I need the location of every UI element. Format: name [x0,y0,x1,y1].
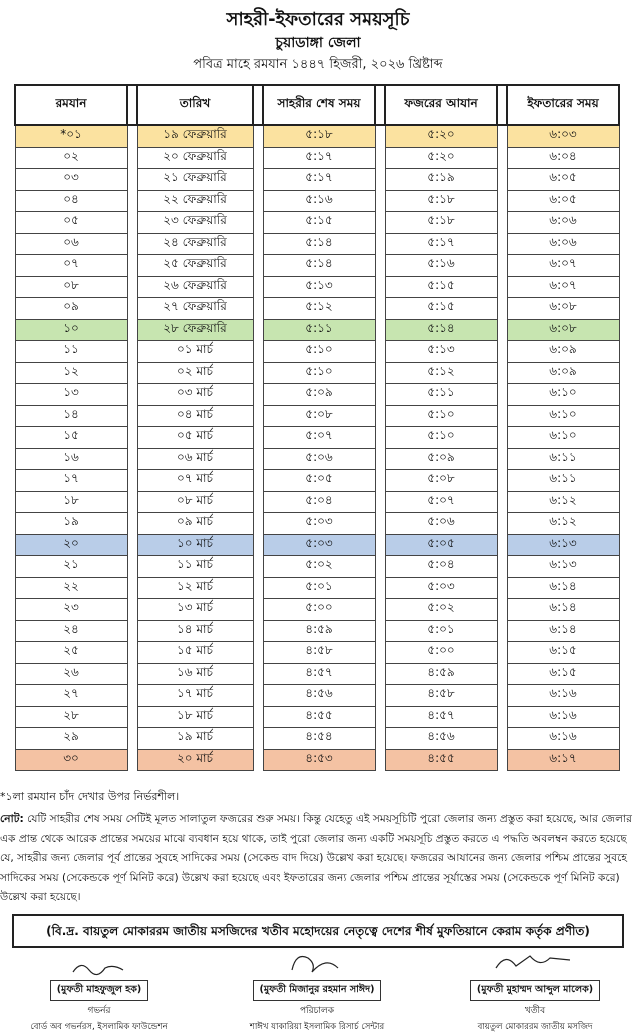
table-row [15,685,619,707]
table-header-row [15,85,619,125]
note-text: যেটি সাহরীর শেষ সময় সেটিই মূলত সালাতুল ফজরের শুরু সময়। কিন্তু যেহেতু এই সময়সূচিটি পুরো জেলার জন্য প্রস্তুত করা হয়েছে, আর জেলার এক প্রান্ত থেকে আরেক প্রান্তের সময়ের মাঝে ব্যবধান হয়ে থাকে, তাই পুরো জেলার জন্য একটি সময়সূচি প্রস্তুত করতে এ পদ্ধতি অবলম্বন করতে হয়েছে যে, সাহরীর জন্য জেলার পূর্ব প্রান্তের সুবহে সাদিকের সময় (সেকেন্ড বাদ দিয়ে) উল্লেখ করা হয়েছে। ফজরের আযানের জন্য জেলার পশ্চিম প্রান্তের সুবহে সাদিকের সময় (সেকেন্ডকে পূর্ণ মিনিট করে) উল্লেখ করা হয়েছে এবং ইফতারের জন্য জেলার পশ্চিম প্রান্তের সূর্যাস্তের সময় (সেকেন্ডকে পূর্ণ মিনিট করে) উল্লেখ করা হয়েছে। [0,813,632,903]
sehri-end-cell: ৪:৫৬ [263,685,375,707]
fajr-azan-cell: ৪:৫৯ [385,663,497,685]
signatory-3-role: খতীব [524,1006,546,1016]
sehri-end-cell: ৪:৫৮ [263,642,375,664]
fajr-azan-cell: ৫:০৭ [385,491,497,513]
table-row [15,341,619,363]
sehri-end-cell: ৫:১০ [263,362,375,384]
signature-3 [440,948,630,980]
table-row [15,190,619,212]
ramadan-day-cell: ১২ [15,362,127,384]
ramadan-day-cell: ০৫ [15,212,127,234]
fajr-azan-cell: ৫:০৬ [385,513,497,535]
fajr-azan-cell: ৫:১৩ [385,341,497,363]
fajr-azan-cell: ৫:০০ [385,642,497,664]
fajr-azan-cell: ৫:০৪ [385,556,497,578]
date-cell: ০৭ মার্চ [137,470,253,492]
date-cell: ১৪ মার্চ [137,620,253,642]
date-cell: ২৬ ফেব্রুয়ারি [137,276,253,298]
ramadan-day-cell: ৩০ [15,749,127,771]
table-row [15,384,619,406]
iftar-time-cell: ৬:১৭ [507,749,619,771]
signatory-2-name: (মুফতী মিজানুর রহমান সাঈদ) [253,980,382,1001]
table-row [15,147,619,169]
date-cell: ১৭ মার্চ [137,685,253,707]
table-row [15,577,619,599]
signatory-1-name: (মুফতী মাহফুজুল হক) [50,980,149,1001]
date-cell: ০৩ মার্চ [137,384,253,406]
fajr-azan-cell: ৫:১১ [385,384,497,406]
fajr-azan-cell: ৫:১৮ [385,212,497,234]
table-row [15,405,619,427]
sehri-end-cell: ৪:৫৩ [263,749,375,771]
fajr-azan-cell: ৫:১৪ [385,319,497,341]
iftar-time-cell: ৬:১০ [507,427,619,449]
date-cell: ১০ মার্চ [137,534,253,556]
ramadan-day-cell: ০৭ [15,255,127,277]
iftar-time-cell: ৬:০৬ [507,233,619,255]
signatory-2-role: পরিচালক [299,1006,335,1016]
fajr-azan-cell: ৫:০৮ [385,470,497,492]
iftar-time-cell: ৬:১৩ [507,556,619,578]
fajr-azan-cell: ৫:০২ [385,599,497,621]
credit-statement: (বি.দ্র. বায়তুল মোকাররম জাতীয় মসজিদের খতীব মহোদয়ের নেতৃত্বে দেশের শীর্ষ মুফতিয়ানে কেরাম কর্তৃক প্রণীত) [12,914,624,948]
sehri-end-cell: ৫:১৭ [263,169,375,191]
ramadan-day-cell: ২৭ [15,685,127,707]
ramadan-day-cell: ১৩ [15,384,127,406]
fajr-azan-cell: ৫:১৭ [385,233,497,255]
date-cell: ১২ মার্চ [137,577,253,599]
table-row [15,362,619,384]
fajr-azan-cell: ৫:১৬ [385,255,497,277]
ramadan-day-cell: ২০ [15,534,127,556]
sehri-end-cell: ৫:০৯ [263,384,375,406]
iftar-time-cell: ৬:১৬ [507,685,619,707]
iftar-time-cell: ৬:১১ [507,470,619,492]
iftar-time-cell: ৬:১৬ [507,728,619,750]
sehri-end-cell: ৫:১৬ [263,190,375,212]
date-cell: ২০ মার্চ [137,749,253,771]
ramadan-day-cell: ১৫ [15,427,127,449]
sehri-end-cell: ৫:০৪ [263,491,375,513]
table-row [15,298,619,320]
iftar-time-cell: ৬:০৮ [507,319,619,341]
fajr-azan-cell: ৫:১৮ [385,190,497,212]
date-cell: ২৪ ফেব্রুয়ারি [137,233,253,255]
ramadan-day-cell: ২৯ [15,728,127,750]
fajr-azan-cell: ৫:২০ [385,147,497,169]
sehri-end-cell: ৫:০২ [263,556,375,578]
explanatory-note [0,810,634,908]
ramadan-day-cell: ০৯ [15,298,127,320]
signatory-1 [4,958,194,1034]
fajr-azan-cell: ৪:৫৫ [385,749,497,771]
signatory-3-name: (মুফতী মুহাম্মদ আব্দুল মালেক) [470,980,600,1001]
signature-2 [222,948,412,980]
signatory-2-org: শাঈখ যাকারিয়া ইসলামিক রিসার্চ সেন্টার [249,1022,385,1032]
sehri-end-cell: ৪:৫৫ [263,706,375,728]
sehri-end-cell: ৫:০৫ [263,470,375,492]
table-row [15,255,619,277]
sehri-end-cell: ৪:৫৭ [263,663,375,685]
ramadan-day-cell: *০১ [15,125,127,147]
iftar-time-cell: ৬:১৩ [507,534,619,556]
table-row [15,599,619,621]
fajr-azan-cell: ৪:৫৬ [385,728,497,750]
date-cell: ২৭ ফেব্রুয়ারি [137,298,253,320]
district-name: চুয়াডাঙ্গা জেলা [275,35,361,51]
table-row [15,233,619,255]
table-row [15,276,619,298]
ramadan-day-cell: ১৭ [15,470,127,492]
iftar-time-cell: ৬:০৯ [507,362,619,384]
iftar-time-cell: ৬:০৫ [507,190,619,212]
table-row [15,427,619,449]
signatory-1-org: বোর্ড অব গভর্নরস, ইসলামিক ফাউন্ডেশন [30,1022,168,1032]
iftar-time-cell: ৬:১২ [507,513,619,535]
table-row [15,556,619,578]
ramadan-day-cell: ২৬ [15,663,127,685]
iftar-time-cell: ৬:০৩ [507,125,619,147]
ramadan-day-cell: ০৩ [15,169,127,191]
fajr-azan-cell: ৫:১২ [385,362,497,384]
iftar-time-cell: ৬:১৫ [507,663,619,685]
iftar-time-cell: ৬:০৫ [507,169,619,191]
sehri-end-cell: ৪:৫৯ [263,620,375,642]
footnote: *১লা রমযান চাঁদ দেখার উপর নির্ভরশীল। [0,790,180,803]
ramadan-day-cell: ২৩ [15,599,127,621]
ramadan-day-cell: ০৬ [15,233,127,255]
iftar-time-cell: ৬:১০ [507,384,619,406]
iftar-time-cell: ৬:০৯ [507,341,619,363]
table-row [15,534,619,556]
signatory-3-org: বায়তুল মোকাররম জাতীয় মসজিদ [477,1022,593,1032]
date-cell: ২৮ ফেব্রুয়ারি [137,319,253,341]
table-row [15,620,619,642]
table-row [15,125,619,147]
table-row [15,491,619,513]
schedule-table [14,84,620,771]
sehri-end-cell: ৫:১৭ [263,147,375,169]
date-cell: ০৬ মার্চ [137,448,253,470]
table-row [15,728,619,750]
date-cell: ২০ ফেব্রুয়ারি [137,147,253,169]
table-row [15,706,619,728]
date-cell: ০৫ মার্চ [137,427,253,449]
sehri-end-cell: ৫:০৬ [263,448,375,470]
ramadan-day-cell: ২১ [15,556,127,578]
table-row [15,319,619,341]
iftar-time-cell: ৬:১২ [507,491,619,513]
fajr-azan-cell: ৫:১৫ [385,298,497,320]
col-header-fajr: ফজরের আযান [385,85,497,125]
date-cell: ২৫ ফেব্রুয়ারি [137,255,253,277]
date-cell: ২২ ফেব্রুয়ারি [137,190,253,212]
sehri-end-cell: ৫:১৩ [263,276,375,298]
schedule-body [15,125,619,771]
table-row [15,642,619,664]
col-header-iftar: ইফতারের সময় [507,85,619,125]
fajr-azan-cell: ৫:০৩ [385,577,497,599]
date-cell: ১৫ মার্চ [137,642,253,664]
sehri-end-cell: ৫:১১ [263,319,375,341]
iftar-time-cell: ৬:১১ [507,448,619,470]
date-cell: ০১ মার্চ [137,341,253,363]
iftar-time-cell: ৬:১৬ [507,706,619,728]
sehri-end-cell: ৫:০১ [263,577,375,599]
fajr-azan-cell: ৫:২০ [385,125,497,147]
table-row [15,470,619,492]
page-title: সাহরী-ইফতারের সময়সূচি [226,9,410,30]
fajr-azan-cell: ৫:১৫ [385,276,497,298]
sehri-end-cell: ৫:১৪ [263,255,375,277]
sehri-end-cell: ৫:০৩ [263,513,375,535]
date-cell: ১৯ ফেব্রুয়ারি [137,125,253,147]
iftar-time-cell: ৬:০৮ [507,298,619,320]
sehri-end-cell: ৫:১০ [263,341,375,363]
signatory-3 [440,948,630,1034]
iftar-time-cell: ৬:১৪ [507,599,619,621]
fajr-azan-cell: ৫:০৫ [385,534,497,556]
ramadan-day-cell: ০২ [15,147,127,169]
ramadan-day-cell: ২৮ [15,706,127,728]
table-row [15,663,619,685]
iftar-time-cell: ৬:১৫ [507,642,619,664]
fajr-azan-cell: ৫:১০ [385,405,497,427]
sehri-end-cell: ৫:০৭ [263,427,375,449]
col-header-sehri: সাহরীর শেষ সময় [263,85,375,125]
fajr-azan-cell: ৫:০৯ [385,448,497,470]
ramadan-day-cell: ১০ [15,319,127,341]
sehri-end-cell: ৫:০৮ [263,405,375,427]
fajr-azan-cell: ৫:১৯ [385,169,497,191]
table-row [15,448,619,470]
header [0,8,636,76]
ramadan-day-cell: ২৪ [15,620,127,642]
note-label: নোট: [0,813,24,825]
sehri-end-cell: ৪:৫৪ [263,728,375,750]
fajr-azan-cell: ৫:০১ [385,620,497,642]
iftar-time-cell: ৬:০৬ [507,212,619,234]
sehri-end-cell: ৫:০০ [263,599,375,621]
fajr-azan-cell: ৫:১০ [385,427,497,449]
iftar-time-cell: ৬:১০ [507,405,619,427]
signatory-2 [222,948,412,1034]
ramadan-day-cell: ১৮ [15,491,127,513]
table-row [15,749,619,771]
sehri-end-cell: ৫:১২ [263,298,375,320]
date-cell: ২৩ ফেব্রুয়ারি [137,212,253,234]
sehri-end-cell: ৫:০৩ [263,534,375,556]
ramadan-day-cell: ০৪ [15,190,127,212]
date-cell: ১৬ মার্চ [137,663,253,685]
iftar-time-cell: ৬:০৭ [507,255,619,277]
date-cell: ১৯ মার্চ [137,728,253,750]
date-cell: ১৮ মার্চ [137,706,253,728]
iftar-time-cell: ৬:১৪ [507,577,619,599]
col-header-date: তারিখ [137,85,253,125]
ramadan-day-cell: ১১ [15,341,127,363]
ramadan-day-cell: ১৬ [15,448,127,470]
iftar-time-cell: ৬:১৪ [507,620,619,642]
ramadan-day-cell: ২৫ [15,642,127,664]
sehri-end-cell: ৫:১৪ [263,233,375,255]
signatory-1-role: গভর্নর [87,1006,111,1016]
date-cell: ২১ ফেব্রুয়ারি [137,169,253,191]
col-header-ramadan: রমযান [15,85,127,125]
date-cell: ০৯ মার্চ [137,513,253,535]
date-cell: ০৮ মার্চ [137,491,253,513]
ramadan-day-cell: ১৯ [15,513,127,535]
year-line: পবিত্র মাহে রমযান ১৪৪৭ হিজরী, ২০২৬ খ্রিষ্টাব্দ [193,57,443,72]
date-cell: ০২ মার্চ [137,362,253,384]
date-cell: ০৪ মার্চ [137,405,253,427]
table-row [15,169,619,191]
ramadan-day-cell: ১৪ [15,405,127,427]
fajr-azan-cell: ৪:৫৮ [385,685,497,707]
ramadan-day-cell: ০৮ [15,276,127,298]
date-cell: ১৩ মার্চ [137,599,253,621]
ramadan-day-cell: ২২ [15,577,127,599]
iftar-time-cell: ৬:০৪ [507,147,619,169]
date-cell: ১১ মার্চ [137,556,253,578]
sehri-end-cell: ৫:১৮ [263,125,375,147]
table-row [15,513,619,535]
sehri-end-cell: ৫:১৫ [263,212,375,234]
table-row [15,212,619,234]
fajr-azan-cell: ৪:৫৭ [385,706,497,728]
iftar-time-cell: ৬:০৭ [507,276,619,298]
signature-1 [4,958,194,980]
